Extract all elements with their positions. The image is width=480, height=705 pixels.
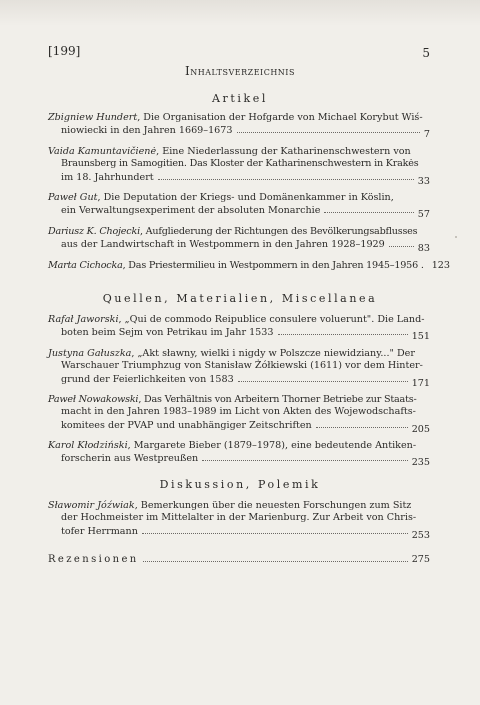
- rezensionen-label: Rezensionen: [48, 554, 139, 565]
- toc-entry[interactable]: [48, 440, 430, 469]
- entry-title-line: komitees der PVAP und unabhängiger Zeitschriften: [61, 419, 312, 431]
- toc-entry[interactable]: [48, 112, 430, 141]
- leader-dots: [278, 326, 408, 335]
- toc-entry[interactable]: [48, 192, 430, 221]
- leader-dots: [142, 525, 408, 534]
- toc-entry[interactable]: [48, 394, 430, 435]
- bracket-page-number: [199]: [48, 44, 81, 58]
- entry-title-line: , Die Organisation der Hofgarde von Michael Korybut Wiś-: [137, 112, 423, 123]
- toc-entry-rezensionen[interactable]: [48, 553, 430, 565]
- entry-title-line: der Hochmeister im Mittelalter in der Marienburg. Zur Arbeit von Chris-: [61, 512, 417, 524]
- entry-title-line: , Das Verhältnis von Arbeitern Thorner Betriebe zur Staats-: [138, 394, 417, 405]
- entry-author: Zbigniew Hundert: [48, 112, 138, 123]
- toc-entry[interactable]: [48, 348, 430, 389]
- section-heading-quellen: Quellen, Materialien, Miscellanea: [102, 292, 378, 305]
- toc-title: Inhaltsverzeichnis: [185, 64, 295, 78]
- entry-title-line: , „Akt sławny, wielki i nigdy w Polszcze niewidziany..." Der: [131, 348, 415, 359]
- leader-dots: [237, 124, 420, 133]
- entry-title-line: aus der Landwirtschaft in Westpommern in den Jahren 1928–1929: [61, 239, 385, 251]
- entry-title-line: , Die Deputation der Kriegs- und Domänenkammer in Köslin,: [97, 192, 394, 203]
- toc-entry[interactable]: [48, 500, 430, 541]
- entry-page-number: 151: [411, 331, 430, 343]
- section-heading-artikel: Artikel: [211, 92, 269, 105]
- entry-title-line: , Aufgliederung der Richtungen des Bevölkerungsabflusses: [139, 226, 418, 237]
- entry-title-line: niowiecki in den Jahren 1669–1673: [61, 125, 233, 137]
- toc-entry[interactable]: [48, 260, 450, 272]
- leader-dots: [202, 452, 407, 461]
- entry-author: Karol Kłodziński: [48, 440, 128, 451]
- entry-title-line: forscherin aus Westpreußen: [61, 453, 199, 465]
- entry-author: Rafał Jaworski: [48, 314, 119, 325]
- leader-dots: [158, 171, 414, 180]
- section-heading-diskussion: Diskussion, Polemik: [159, 478, 321, 491]
- entry-page-number: 171: [411, 377, 430, 389]
- leader-dots: [238, 373, 408, 382]
- leader-dots: [389, 238, 414, 247]
- entry-title-line: ein Verwaltungsexperiment der absoluten Monarchie: [61, 205, 321, 217]
- entry-title-line: Warschauer Triumphzug von Stanisław Żółkiewski (1611) vor dem Hinter-: [61, 360, 423, 372]
- toc-entry[interactable]: [48, 314, 430, 343]
- entry-page-number: 7: [423, 129, 430, 141]
- leader-dots: [316, 419, 408, 428]
- entry-author: Sławomir Jóźwiak: [48, 500, 135, 511]
- entry-page-number: 205: [411, 423, 430, 435]
- entry-title-line: im 18. Jahrhundert: [61, 171, 154, 183]
- entry-page-number: 253: [411, 529, 430, 541]
- entry-author: Marta Cichocka: [48, 260, 123, 271]
- entry-title-line: Braunsberg in Samogitien. Das Kloster der Katharinenschwestern in Krakės: [61, 158, 419, 170]
- entry-page-number: 83: [417, 243, 430, 255]
- entry-author: Dariusz K. Chojecki: [48, 226, 140, 237]
- entry-author: Justyna Gałuszka: [48, 348, 132, 359]
- entry-page-number: 57: [417, 209, 430, 221]
- entry-author: Vaida Kamuntavičienė: [48, 146, 157, 157]
- entry-title-line: tofer Herrmann: [61, 525, 138, 537]
- entry-title-line: grund der Feierlichkeiten von 1583: [61, 373, 234, 385]
- leader-dots: [143, 553, 408, 562]
- entry-page-number: 123: [431, 260, 450, 271]
- paper-speck: [455, 236, 457, 238]
- entry-title-line: , Das Priestermilieu in Westpommern in den Jahren 1945–1956 .: [122, 260, 424, 271]
- entry-page-number: 33: [417, 175, 430, 187]
- entry-title-line: , Eine Niederlassung der Katharinenschwestern von: [156, 146, 411, 157]
- entry-title-line: , Margarete Bieber (1879–1978), eine bedeutende Antiken-: [127, 440, 417, 451]
- entry-title-line: , „Qui de commodo Reipublice consulere voluerunt". Die Land-: [118, 314, 425, 325]
- toc-entry[interactable]: [48, 226, 430, 255]
- leader-dots: [324, 204, 413, 213]
- toc-entry[interactable]: [48, 146, 430, 187]
- page-top-shadow: [0, 0, 480, 26]
- page-number: 5: [422, 46, 430, 60]
- entry-page-number: 235: [411, 457, 430, 469]
- entry-title-line: macht in den Jahren 1983–1989 im Licht von Akten des Wojewodschafts-: [61, 406, 416, 418]
- entry-title-line: , Bemerkungen über die neuesten Forschungen zum Sitz: [134, 500, 412, 511]
- entry-author: Paweł Gut: [48, 192, 98, 203]
- entry-page-number: 275: [411, 554, 430, 565]
- entry-title-line: boten beim Sejm von Petrikau im Jahr 1533: [61, 327, 274, 339]
- entry-author: Paweł Nowakowski: [48, 394, 139, 405]
